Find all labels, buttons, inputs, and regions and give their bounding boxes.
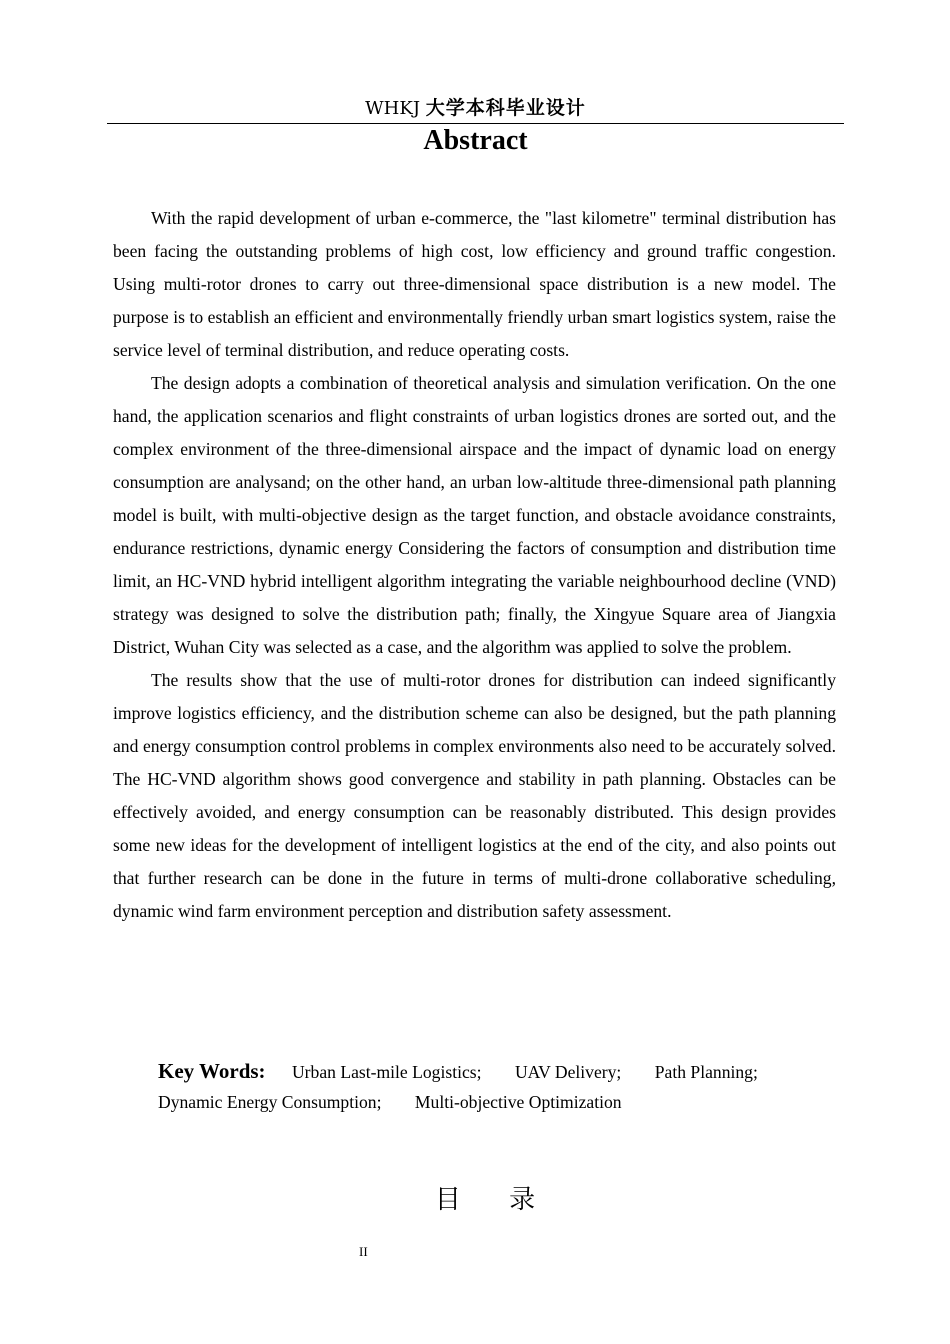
abstract-title: Abstract [423,125,528,156]
keyword-item: UAV Delivery; [514,1062,622,1082]
abstract-paragraph: The design adopts a combination of theoretical analysis and simulation verification. On the one hand, the application scenarios and flight constraints of urban logistics drones are sorted out, and the complex environment of the three-dimensional airspace and the impact of dynamic load on energy consumption are analysand; on the other hand, an urban low-altitude three-dimensional path planning model is built, with multi-objective design as the target function, and obstacle avoidance constraints, endurance restrictions, dynamic energy Considering the factors of consumption and distribution time limit, an HC-VND hybrid intelligent algorithm integrating the variable neighbourhood decline (VND) strategy was designed to solve the distribution path; finally, the Xingyue Square area of Jiangxia District, Wuhan City was selected as a case, and the algorithm was applied to solve the problem. [113,373,836,657]
abstract-paragraph: The results show that the use of multi-rotor drones for distribution can indeed significantly improve logistics efficiency, and the distribution scheme can also be designed, but the path planning and energy consumption control problems in complex environments also need to be accurately solved. The HC-VND algorithm shows good convergence and stability in path planning. Obstacles can be effectively avoided, and energy consumption can be reasonably distributed. This design provides some new ideas for the development of intelligent logistics at the end of the city, and also points out that further research can be done in the future in terms of multi-drone collaborative scheduling, dynamic wind farm environment perception and distribution safety assessment. [113,670,836,921]
keyword-item: Dynamic Energy Consumption; [158,1092,382,1112]
keyword-item: Urban Last-mile Logistics; [291,1062,482,1082]
abstract-body [113,202,836,928]
abstract-paragraph: With the rapid development of urban e-commerce, the "last kilometre" terminal distribution has been facing the outstanding problems of high cost, low efficiency and ground traffic congestion. Using multi-rotor drones to carry out three-dimensional space distribution is a new model. The purpose is to establish an efficient and environmentally friendly urban smart logistics system, raise the service level of terminal distribution, and reduce operating costs. [113,208,836,360]
keywords-label: Key Words: [158,1059,266,1083]
running-header [107,96,844,122]
header-thesis-label: 大学本科毕业设计 [425,98,586,119]
keywords-block [158,1056,818,1117]
keyword-item: Multi-objective Optimization [414,1092,622,1112]
toc-heading: 目 录 [434,1185,556,1215]
page-number: II [359,1244,368,1259]
header-university-code: WHKJ [365,98,421,119]
keyword-item: Path Planning; [654,1062,758,1082]
